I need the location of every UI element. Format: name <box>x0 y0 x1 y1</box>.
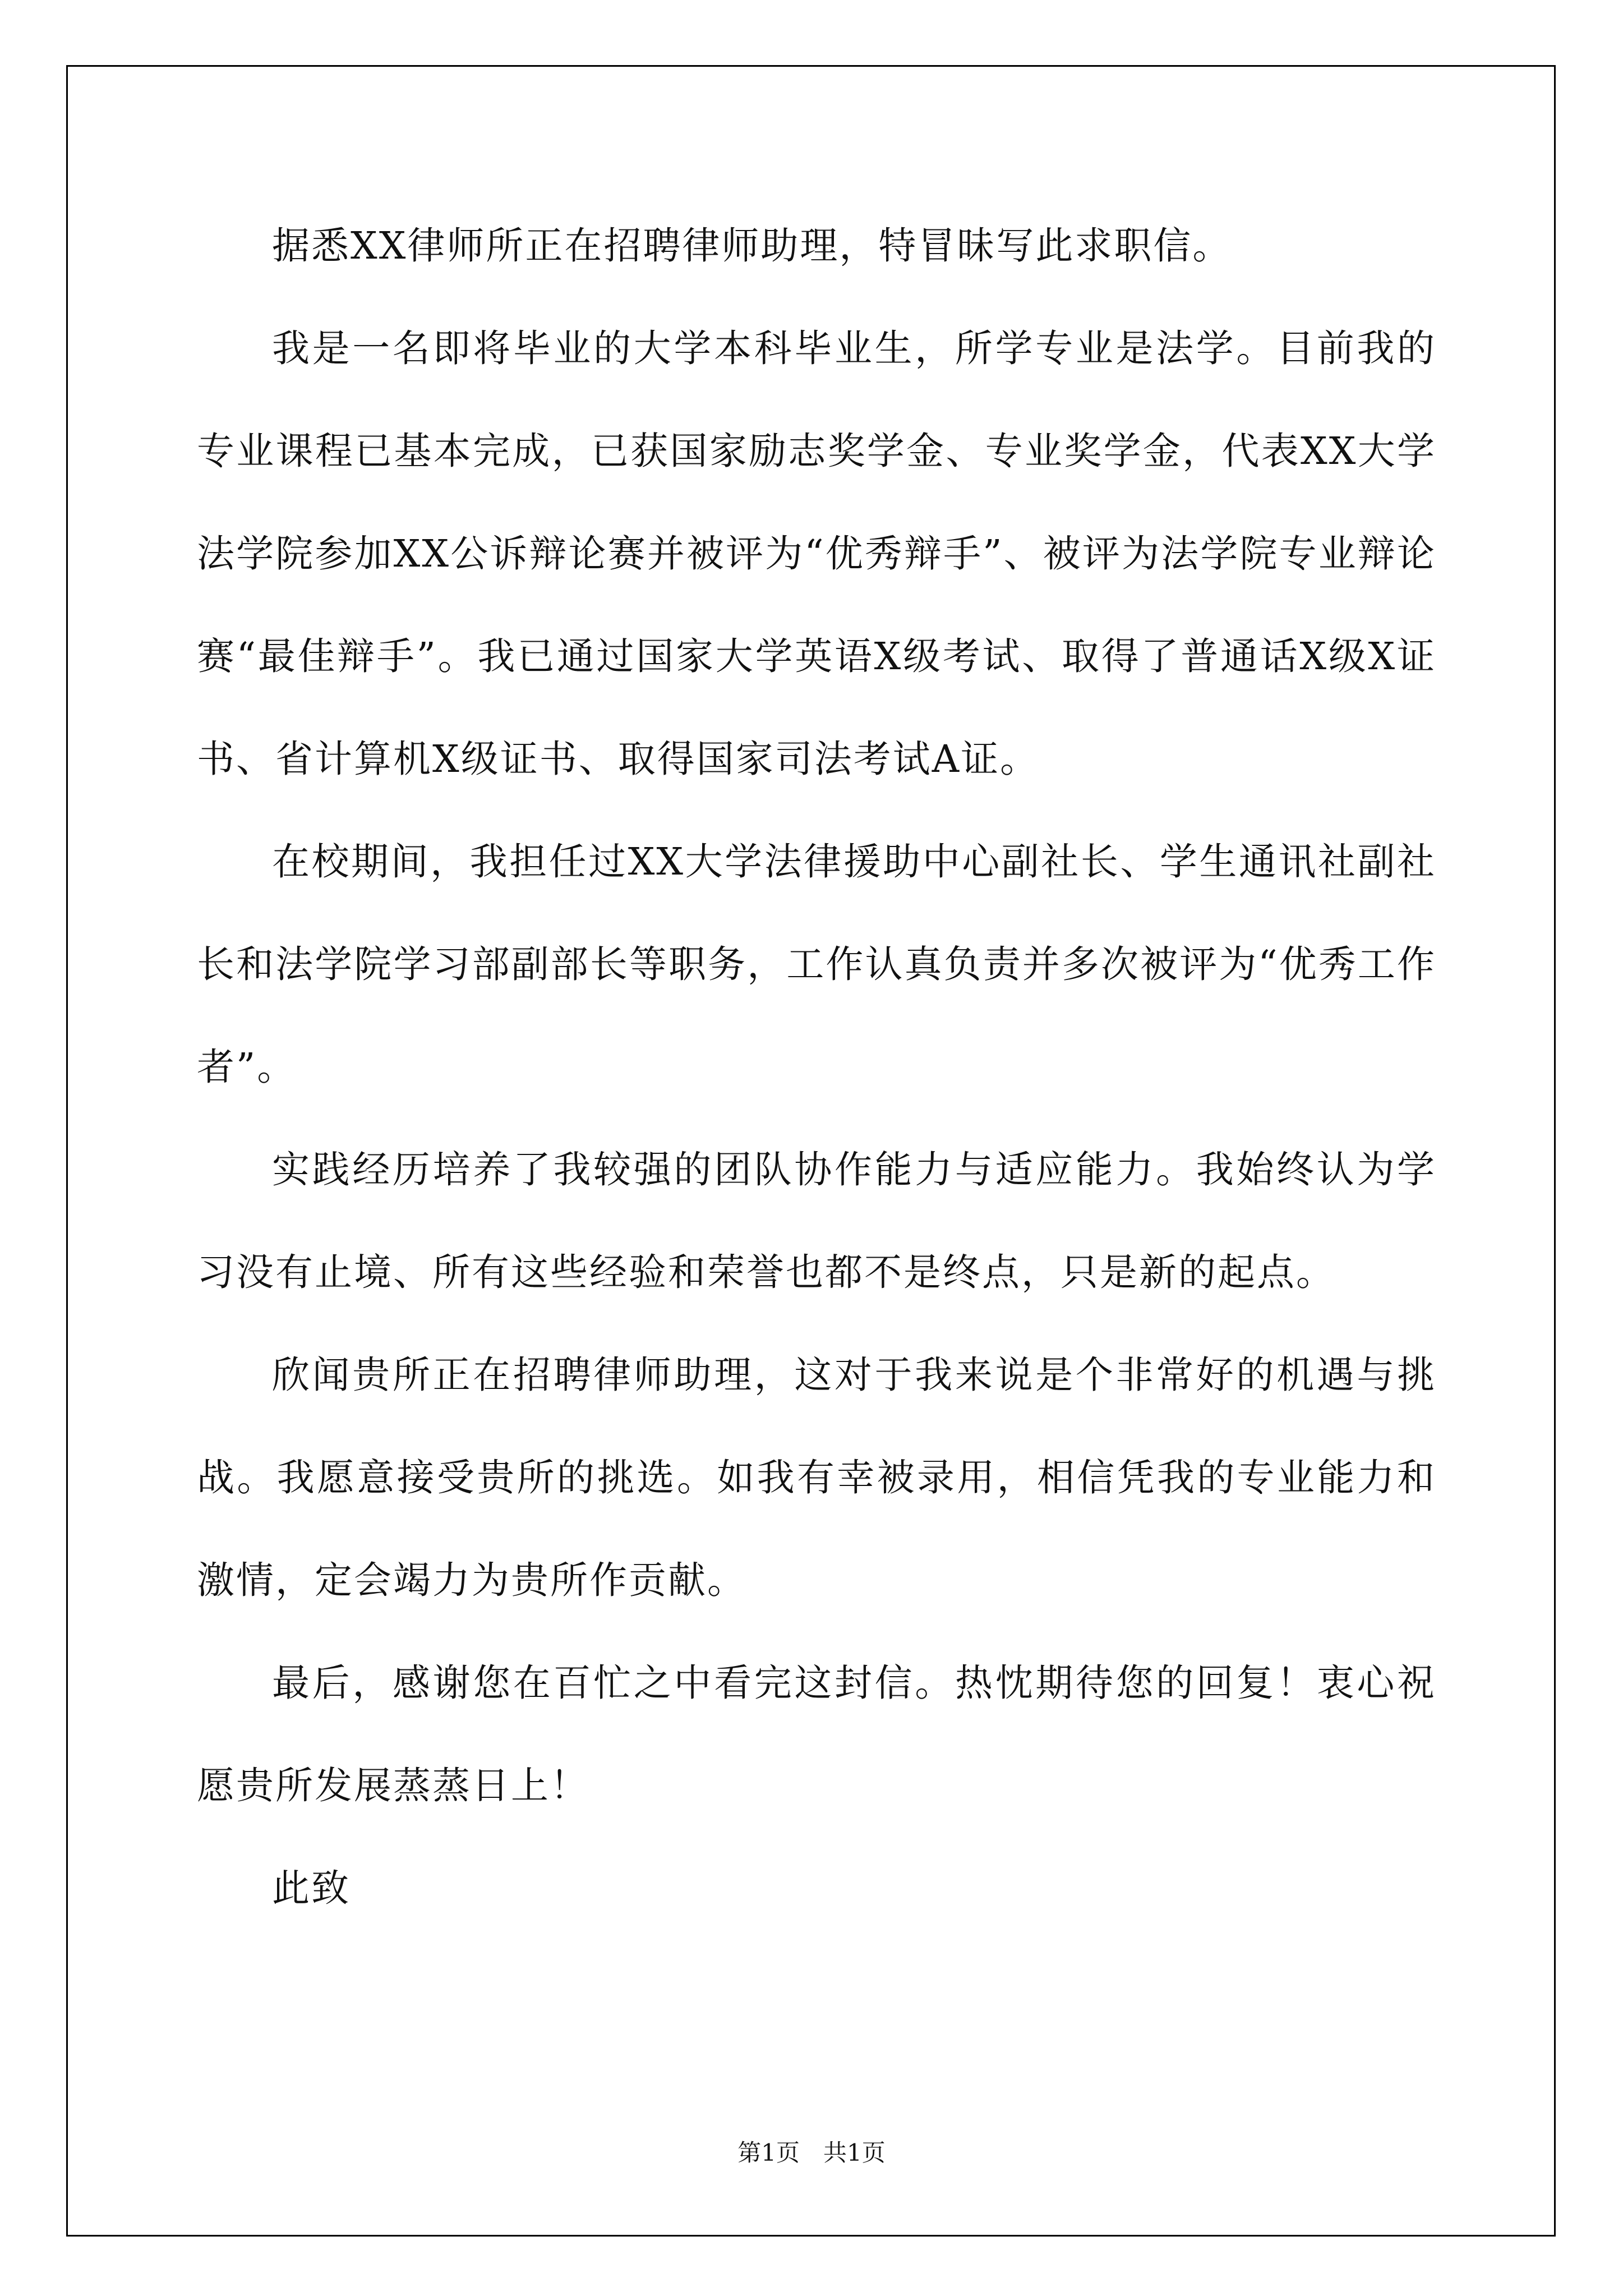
page-number: 第1页 共1页 <box>737 2139 886 2166</box>
letter-body <box>197 195 1436 1940</box>
paragraph-campus-roles: 在校期间，我担任过XX大学法律援助中心副社长、学生通讯社副社长和法学院学习部副部长等职务，工作认真负责并多次被评为“优秀工作者”。 <box>197 840 1436 1089</box>
paragraph-education: 我是一名即将毕业的大学本科毕业生，所学专业是法学。目前我的专业课程已基本完成，已获国家励志奖学金、专业奖学金，代表XX大学法学院参加XX公诉辩论赛并被评为“优秀辩手”、被评为法学院专业辩论赛“最佳辩手”。我已通过国家大学英语X级考试、取得了普通话X级X证书、省计算机X级证书、取得国家司法考试A证。 <box>197 326 1436 781</box>
paragraph-salutation: 此致 <box>272 1866 351 1910</box>
paragraph-closing: 最后，感谢您在百忙之中看完这封信。热忱期待您的回复！衷心祝愿贵所发展蒸蒸日上！ <box>197 1661 1436 1807</box>
paragraph-experience: 实践经历培养了我较强的团队协作能力与适应能力。我始终认为学习没有止境、所有这些经验和荣誉也都不是终点，只是新的起点。 <box>197 1148 1436 1294</box>
paragraph-intro: 据悉XX律师所正在招聘律师助理，特冒昧写此求职信。 <box>272 224 1232 268</box>
paragraph-opportunity: 欣闻贵所正在招聘律师助理，这对于我来说是个非常好的机遇与挑战。我愿意接受贵所的挑选。如我有幸被录用，相信凭我的专业能力和激情，定会竭力为贵所作贡献。 <box>197 1353 1436 1602</box>
